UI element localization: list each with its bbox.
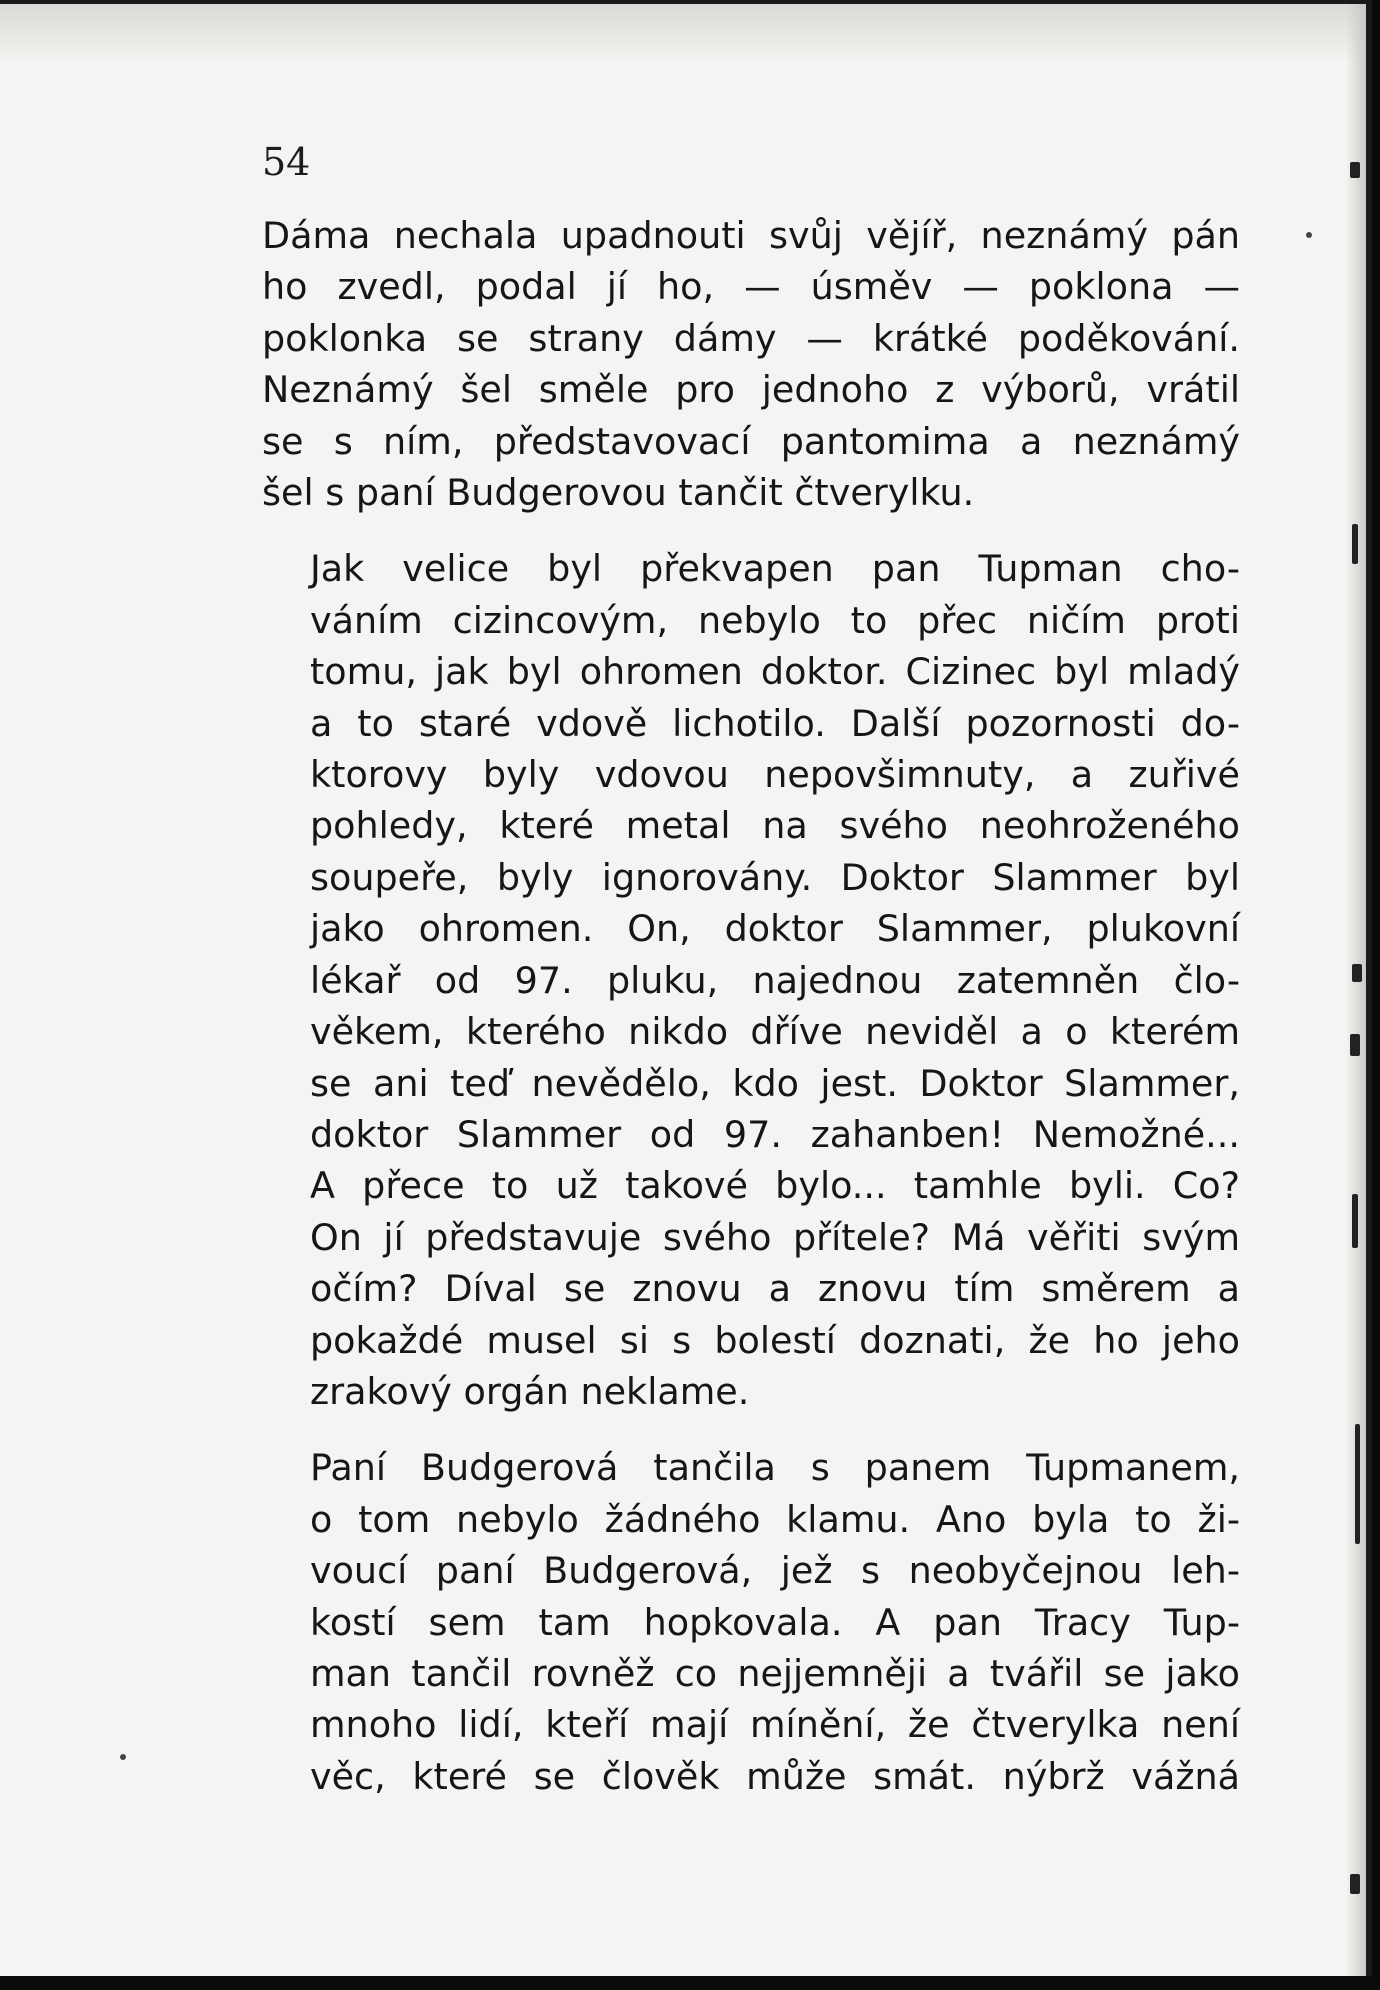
scan-artifact [1350, 162, 1360, 178]
text-line: věkem, kterého nikdo dříve neviděl a o kterém [310, 1010, 1240, 1054]
text-line: jako ohromen. On, doktor Slammer, plukovní [310, 907, 1240, 951]
text-line: očím? Díval se znovu a znovu tím směrem a [310, 1267, 1240, 1311]
text-line: Neznámý šel směle pro jednoho z výborů, vrátil [262, 368, 1240, 412]
scan-dot [120, 1754, 126, 1760]
scan-artifact [1352, 964, 1362, 982]
text-line: se ani teď nevědělo, kdo jest. Doktor Slammer, [310, 1061, 1240, 1105]
text-line: doktor Slammer od 97. zahanben! Nemožné... [310, 1112, 1240, 1156]
text-line: man tančil rovněž co nejjemněji a tvářil se jako [310, 1651, 1240, 1695]
text-line: Dáma nechala upadnouti svůj vějíř, neznámý pán [262, 214, 1240, 257]
paragraph-3 [262, 1442, 1240, 1802]
text-line: lékař od 97. pluku, najednou zatemněn člo- [310, 958, 1240, 1002]
text-line: mnoho lidí, kteří mají míněnı́, že čtverylka není [310, 1703, 1240, 1747]
text-line: a to staré vdově lichotilo. Další pozornosti do- [310, 701, 1240, 745]
text-line: šel s paní Budgerovou tančit čtverylku. [262, 471, 975, 515]
scan-artifact [1355, 1424, 1360, 1544]
text-line: Jak velice byl překvapen pan Tupman cho- [310, 547, 1240, 591]
text-line: On jí představuje svého přítele? Má věřiti svým [310, 1215, 1240, 1259]
text-line: poklonka se strany dámy — krátké poděkování. [262, 316, 1240, 360]
page-number: 54 [262, 140, 311, 184]
scan-artifact [1350, 1874, 1360, 1894]
text-line: pohledy, které metal na svého neohroženého [310, 804, 1240, 848]
scan-artifact [1352, 1194, 1358, 1248]
text-line: Paní Budgerová tančila s panem Tupmanem, [310, 1446, 1240, 1490]
scan-artifact [1352, 524, 1358, 564]
text-line: ktorovy byly vdovou nepovšimnuty, a zuřivé [310, 753, 1240, 797]
text-line: se s ním, představovací pantomima a neznámý [262, 419, 1240, 463]
scan-dot [1306, 232, 1312, 238]
paragraph-2 [262, 543, 1240, 1417]
text-line: kostí sem tam hopkovala. A pan Tracy Tup- [310, 1600, 1240, 1644]
scan-artifact [1350, 1034, 1360, 1056]
text-line: A přece to už takové bylo... tamhle byli. Co? [310, 1164, 1240, 1208]
scan-shadow [0, 4, 1366, 64]
text-line: o tom nebylo žádného klamu. Ano byla to ži- [310, 1497, 1240, 1541]
text-line: váním cizincovým, nebylo to přec ničím proti [310, 598, 1240, 642]
page-edge-shadow [1346, 4, 1366, 1976]
body-text [262, 210, 1240, 1802]
text-line: pokaždé musel si s bolestí doznati, že ho jeho [310, 1318, 1240, 1362]
paragraph-1 [262, 210, 1240, 518]
text-line: zrakový orgán neklame. [310, 1369, 750, 1413]
text-line: voucí paní Budgerová, jež s neobyčejnou leh- [310, 1549, 1240, 1593]
text-line: soupeře, byly ignorovány. Doktor Slammer byl [310, 855, 1240, 899]
text-line: věc, které se člověk může smát. nýbrž vážná [310, 1754, 1240, 1798]
text-line: ho zvedl, podal jí ho, — úsměv — poklona — [262, 265, 1240, 309]
text-line: tomu, jak byl ohromen doktor. Cizinec byl mladý [310, 650, 1240, 694]
